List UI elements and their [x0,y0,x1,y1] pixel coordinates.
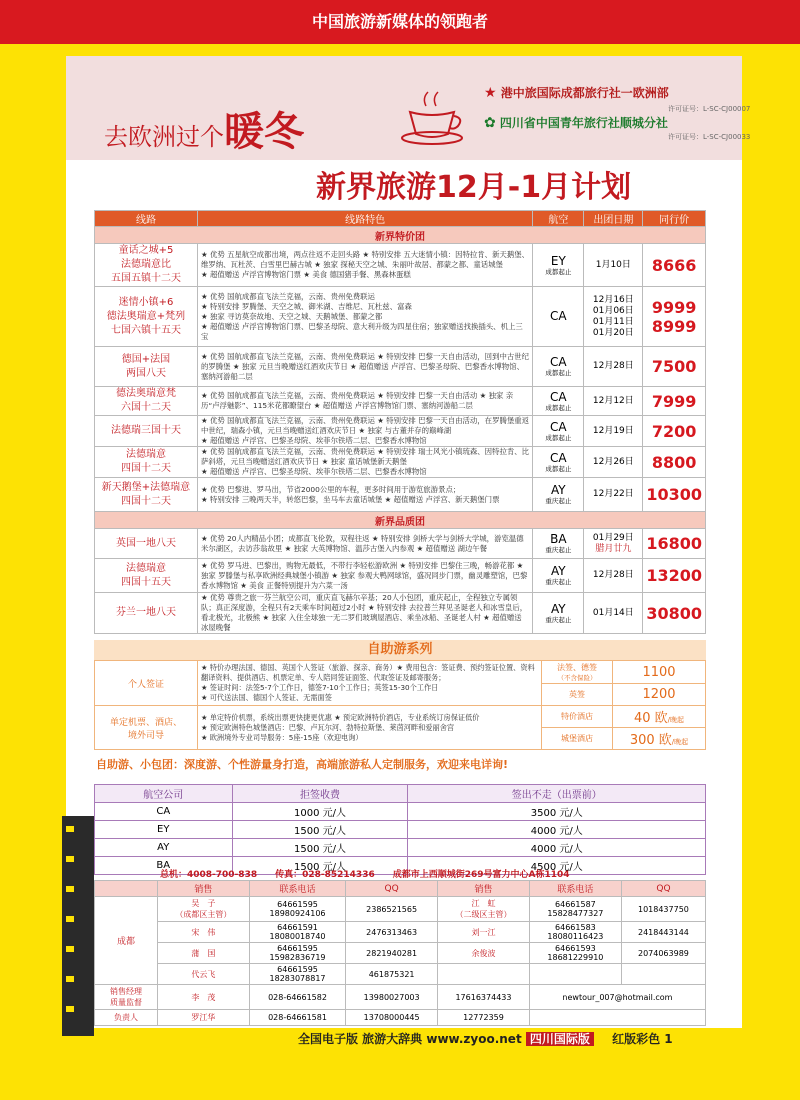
th-desc: 线路特色 [198,211,533,227]
ch-sales2: 销售 [438,881,530,897]
depart-date: 12月28日 [592,570,634,580]
depart-dates [584,287,643,347]
self-item-price: 1100 [613,661,706,684]
self-item-name: 城堡酒店 [542,728,613,750]
route-desc: ★ 优势 国航成都直飞法兰克福，云南、贵州免费联运 ★ 特别安排 巴黎一天自由活动，回到中古世纪的罗腾堡 ★ 独家 元旦当晚赠送红酒欢庆节日 ★ 超值赠送 卢浮宫、巴黎圣母院、巴黎香水博物馆、塞纳河游船二层 [198,347,533,387]
sales-name: 蒲 国 [158,943,250,964]
self-item-price: 300 欧/晚起 [613,728,706,750]
route-name: 法德瑞三国十天 [95,416,198,447]
price [643,416,706,447]
depart-date: 01月29日 [592,532,634,543]
airline: CA 成都起止 [533,416,584,447]
price-value: 7999 [651,391,697,411]
sales-name: 江 虹 （二级区主管） [438,897,530,922]
contact-top: 总机：4008-700-838 传真：028-85214336 成都市上西顺城街269号富力中心A栋1104 [160,870,570,880]
brand-line1: 去欧洲过个 [104,123,224,151]
self-service-slogan: 自助游、小包团：深度游、个性游量身打造，高端旅游私人定制服务，欢迎来电详询! [96,758,509,771]
sales-phone: 64661593 18681229910 [529,943,621,964]
table-header [95,211,706,227]
price [643,244,706,287]
airline: BA 重庆起止 [533,529,584,559]
contact-row [95,964,706,985]
visa-airline: BA [95,857,233,875]
footer-right: 红版彩色 1 [612,1032,673,1046]
self-desc: ★ 单定特价机票，系统出票更快捷更优惠 ★ 预定欧洲特价酒店，专业系统订房保证低价 ★ 预定欧洲特色城堡酒店：巴黎、卢瓦尔河、勃特拉斯堡、莱茵河畔和爱丽舍宫 ★ 欧洲境外专业司导服务：5座-15座（欢迎电询） [198,706,542,750]
depart-date: 12月12日 [592,395,634,406]
table-row [95,387,706,416]
table-row [95,287,706,347]
sales-qq: 2476313463 [346,922,438,943]
self-item-note: （不含保险） [557,674,597,682]
visa-noshow-fee: 3500 元/人 [408,803,706,821]
depart-date: 12月26日 [592,456,634,467]
route-name: 芬兰一地八天 [95,593,198,634]
price [643,529,706,559]
sales-phone: 64661591 18080018740 [249,922,345,943]
depart-date: 01月14日 [592,607,634,618]
airline: EY 成都起止 [533,244,584,287]
route-desc: ★ 优势 20人内精品小团；成都直飞伦敦，双程往返 ★ 特别安排 剑桥大学与剑桥大学城，游览温德米尔湖区，去访莎翁故里 ★ 独家 大英博物馆、温莎古堡入内参观 ★ 超值赠送 湖边午餐 [198,529,533,559]
route-name: 童话之城+5 法德瑞意比 五国五镇十二天 [95,244,198,287]
sales-qq: 461875321 [346,964,438,985]
visa-airline: AY [95,839,233,857]
section-special: 新界特价团 [95,227,706,244]
route-desc: ★ 优势 五星航空成都出境，两点往返不走回头路 ★ 特别安排 五大迷情小镇：因特拉肯、新天鹅堡、维罗纳、瓦杜茨、白雪里巴赫古城 ★ 独家 探秘天空之城、朱丽叶故居、都蒙之都、童话城堡 ★ 超值赠送 卢浮宫博物馆门票 ★ 美食 德国猪手餐、黑森林蛋糕 [198,244,533,287]
cyts-logo-icon: ✿ [484,115,496,131]
route-name: 英国一地八天 [95,529,198,559]
self-item-name: 英签 [542,684,613,706]
section-quality: 新界品质团 [95,512,706,529]
depart-dates [584,244,643,287]
depart-dates [584,593,643,634]
agency-2 [484,114,668,131]
sales-phone: 64661587 15828477327 [529,897,621,922]
depart-dates [584,416,643,447]
page-title: 新界旅游12月-1月计划 [316,170,632,205]
sales-name: 刘一江 [438,922,530,943]
depart-date: 腊月廿九 [595,543,632,554]
visa-airline: CA [95,803,233,821]
visa-row [95,803,706,821]
self-desc: ★ 特价办理法国、德国、英国个人签证（旅游、探亲、商务）★ 费用包含：签证费、预约签证位置、资料翻译资料、提供酒店、机票定单、专人陪同签证面签、代取签证及邮寄服务； ★ 签证时间：法签5-7个工作日，德签7-10个工作日；英签15-30个工作日 ★ 可代送法国、德国个人签证、无需面签 [198,661,542,706]
visa-th-noshow: 签出不走（出票前） [408,785,706,803]
self-label: 个人签证 [95,661,198,706]
film-strip-decoration [62,816,94,1036]
ch-phone2: 联系电话 [529,881,621,897]
sales-name: 宋 伟 [158,922,250,943]
route-name: 德法奥瑞意梵 六国十二天 [95,387,198,416]
agency-1 [484,84,669,101]
visa-noshow-fee: 4000 元/人 [408,821,706,839]
depart-date: 01月06日 [592,305,634,316]
self-item-name: 法签、德签 （不含保险） [542,661,613,684]
price [643,447,706,478]
contact-row [95,943,706,964]
price-value: 7200 [651,421,697,441]
self-service-title: 自助游系列 [94,640,706,660]
sales-name [438,964,530,985]
agency-2-name: 四川省中国青年旅行社顺城分社 [499,116,668,130]
sales-name: 余俊波 [438,943,530,964]
footer [298,1030,738,1052]
contact-row [95,897,706,922]
sales-phone: 64661595 18980924106 [249,897,345,922]
airline: AY 重庆起止 [533,478,584,512]
contact-header [95,881,706,897]
self-row [95,706,706,728]
airline-note: 成都起止 [545,433,572,442]
sales-phone: 64661583 18080116423 [529,922,621,943]
contact-city: 成都 [95,897,158,985]
table-row [95,416,706,447]
th-route: 线路 [95,211,198,227]
agency-2-license: 许可证号：L-SC-CJ00033 [668,133,751,141]
star-logo-icon: ★ [484,85,497,101]
self-item-price: 1200 [613,684,706,706]
price [643,593,706,634]
manager-email [529,1010,705,1026]
th-date: 出团日期 [584,211,643,227]
depart-dates [584,347,643,387]
sales-qq: 2074063989 [621,943,705,964]
depart-dates [584,387,643,416]
brand-slogan [104,100,304,157]
manager-qq2: 12772359 [438,1010,530,1026]
ch-qq: QQ [346,881,438,897]
price-value: 16800 [646,534,702,553]
manager-qq2: 17616374433 [438,985,530,1010]
self-row [95,661,706,684]
manager-name: 李 茂 [158,985,250,1010]
manager-phone: 028-64661581 [249,1010,345,1026]
table-row [95,347,706,387]
route-desc: ★ 优势 巴黎进、罗马出，节省2000公里的车程，更多时间用于游览旅游景点； ★ 特别安排 三晚两天半，转悠巴黎，坐马车去童话城堡 ★ 超值赠送 卢浮宫、新天鹅堡门票 [198,478,533,512]
airline-note: 重庆起止 [545,615,572,624]
table-row [95,447,706,478]
agency-1-name: 港中旅国际成都旅行社一欧洲部 [500,86,669,100]
manager-role: 负责人 [95,1010,158,1026]
airline-note: 成都起止 [545,369,572,377]
airline-note: 重庆起止 [545,497,572,505]
visa-refuse-fee: 1500 元/人 [232,821,408,839]
visa-refuse-fee: 1500 元/人 [232,839,408,857]
visa-row [95,821,706,839]
airline: CA 成都起止 [533,347,584,387]
route-desc: ★ 优势 国航成都直飞法兰克福，云南、贵州免费联运 ★ 特别安排 巴黎一天自由活动，在罗腾堡重返中世纪，瑞森小镇，元旦当晚赠送红酒欢庆节日 ★ 独家 与古董并存的巅峰湖 ★ 超值赠送 卢浮宫、巴黎圣母院、埃菲尔铁塔二层、巴黎香水博物馆 [198,416,533,447]
footer-text: 全国电子版 旅游大辞典 www.zyoo.net [298,1032,522,1046]
sales-qq: 2821940281 [346,943,438,964]
route-name: 迷情小镇+6 德法奥瑞意+梵列 七国六镇十五天 [95,287,198,347]
price-value: 8666 [651,255,697,275]
visa-airline: EY [95,821,233,839]
airline: CA 成都起止 [533,387,584,416]
route-desc: ★ 优势 国航成都直飞法兰克福，云南、贵州免费联运 ★ 特别安排 罗腾堡、天空之城、御米湖、吉维尼、瓦杜兹、富森 ★ 独家 寻访莫奈故地、天空之城、天鹅城堡、都蒙之都 ★ 超值赠送 卢浮宫博物馆门票、巴黎圣母院、意大利升级为四星住宿；独家赠送找换插头、机上三宝 [198,287,533,347]
manager-row [95,985,706,1010]
airline-note: 成都起止 [545,403,572,412]
manager-qq: 13708000445 [346,1010,438,1026]
sales-qq: 2386521565 [346,897,438,922]
price [643,287,706,347]
self-item-unit: /晚起 [671,738,689,746]
price-value: 8999 [651,316,697,336]
visa-noshow-fee: 4000 元/人 [408,839,706,857]
th-price: 同行价 [643,211,706,227]
airline: CA [533,287,584,347]
price-value: 9999 [651,297,697,317]
price [643,347,706,387]
visa-table [94,784,706,875]
manager-role: 销售经理 质量监督 [95,985,158,1010]
tour-table [94,210,706,634]
ch-qq2: QQ [621,881,705,897]
route-desc: ★ 优势 罗马进、巴黎出，购物无最低，不带行李轻松游欧洲 ★ 特别安排 巴黎住三晚，畅游花都 ★ 独家 罗滕堡与私享欧洲经典城堡小镇游 ★ 独家 参观大鸭网球馆，盛况同步门票，幽灵雕塑馆，巴黎香水博物馆 ★ 美食 正餐特别提升为六菜一汤 [198,559,533,593]
self-item-name: 特价酒店 [542,706,613,728]
airline-note: 重庆起止 [545,578,572,586]
depart-dates [584,447,643,478]
footer-tag: 四川国际版 [526,1032,594,1046]
ch-phone: 联系电话 [249,881,345,897]
ch-sales: 销售 [158,881,250,897]
route-desc: ★ 优势 国航成都直飞法兰克福，云南、贵州免费联运 ★ 特别安排 巴黎一天自由活动 ★ 独家 亲历“卢浮魅影”、115米花都瞭望台 ★ 超值赠送 卢浮宫博物馆门票、塞纳河游船二层 [198,387,533,416]
manager-name: 罗江华 [158,1010,250,1026]
contact-row [95,922,706,943]
sales-qq: 1018437750 [621,897,705,922]
sales-qq [621,964,705,985]
depart-date: 12月16日 [592,294,634,305]
sales-phone: 64661595 15982836719 [249,943,345,964]
visa-th-refuse: 拒签收费 [232,785,408,803]
table-row [95,478,706,512]
route-name: 法德瑞意 四国十二天 [95,447,198,478]
depart-date: 01月20日 [592,327,634,338]
route-name: 新天鹅堡+法德瑞意 四国十二天 [95,478,198,512]
manager-phone: 028-64661582 [249,985,345,1010]
self-label: 单定机票、酒店、 境外司导 [95,706,198,750]
airline: CA 成都起止 [533,447,584,478]
table-row [95,559,706,593]
price-value: 10300 [646,485,702,504]
route-desc: ★ 优势 尊贵之旅一芬兰航空公司，重庆直飞赫尔辛基；20人小包团，重庆起止，全程独立专属领队；真正深度游，全程只有2天乘车时间超过2小时 ★ 特别安排 去拉普兰拜见圣诞老人和冰雪皇后，看北极光，北极熊 ★ 独家 入住全球独一无二罗们玻璃屋酒店、乘坐冰船、圣诞老人村 ★ 超值赠送 冰屋晚餐 [198,593,533,634]
manager-email: newtour_007@hotmail.com [529,985,705,1010]
price-value: 13200 [646,566,702,585]
depart-date: 1月10日 [595,259,631,270]
sales-phone: 64661595 18283078817 [249,964,345,985]
depart-dates [584,559,643,593]
visa-refuse-fee: 1500 元/人 [232,857,408,875]
price-value: 30800 [646,603,702,623]
contact-table [94,880,706,1026]
route-desc: ★ 优势 国航成都直飞法兰克福，云南、贵州免费联运 ★ 特别安排 瑞士风光小镇琉森、因特拉肯、比萨斜塔，元旦当晚赠送红酒欢庆节日 ★ 独家 童话城堡新天鹅堡 ★ 超值赠送 卢浮宫、巴黎圣母院、埃菲尔铁塔二层、巴黎香水博物馆 [198,447,533,478]
depart-date: 12月22日 [592,489,634,499]
manager-qq: 13980027003 [346,985,438,1010]
brand-line2: 暖冬 [224,108,304,155]
price-value: 7500 [651,357,697,376]
visa-noshow-fee: 4500 元/人 [408,857,706,875]
airline: AY 重庆起止 [533,559,584,593]
manager-row [95,1010,706,1026]
visa-header [95,785,706,803]
visa-row [95,839,706,857]
table-row [95,529,706,559]
price [643,559,706,593]
agency-1-license: 许可证号：L-SC-CJ00007 [668,105,751,113]
depart-date: 01月11日 [592,316,634,327]
self-item-price: 40 欧/晚起 [613,706,706,728]
self-item-unit: /晚起 [667,716,685,724]
airline-note: 成都起止 [545,464,572,473]
coffee-cup-icon [398,86,468,146]
table-row [95,244,706,287]
price [643,478,706,512]
sales-qq: 2418443144 [621,922,705,943]
sales-phone [529,964,621,985]
th-air: 航空 [533,211,584,227]
price [643,387,706,416]
self-service-table [94,660,706,750]
airline-note: 重庆起止 [545,546,572,554]
visa-refuse-fee: 1000 元/人 [232,803,408,821]
airline-note: 成都起止 [545,267,572,276]
price-value: 8800 [651,452,697,472]
depart-date: 12月28日 [592,361,634,371]
depart-dates [584,529,643,559]
depart-dates [584,478,643,512]
sales-name: 吴 子 （成都区主管） [158,897,250,922]
sales-name: 代云飞 [158,964,250,985]
airline: AY 重庆起止 [533,593,584,634]
depart-date: 12月19日 [592,425,634,436]
route-name: 法德瑞意 四国十五天 [95,559,198,593]
route-name: 德国+法国 两国八天 [95,347,198,387]
top-banner: 中国旅游新媒体的领跑者 [0,0,800,44]
visa-th-airline: 航空公司 [95,785,233,803]
table-row [95,593,706,634]
